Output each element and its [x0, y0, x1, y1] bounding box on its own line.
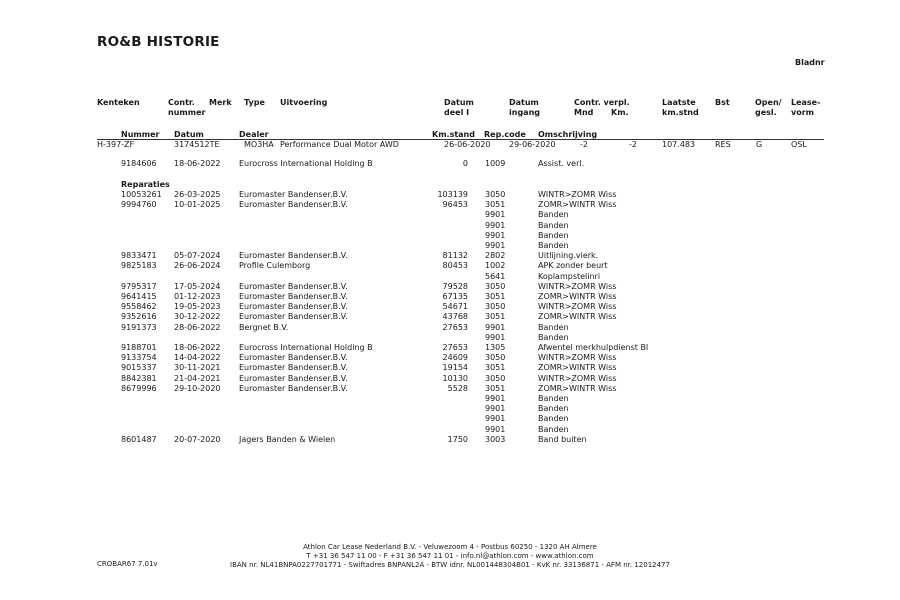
bladnr-label: Bladnr	[795, 58, 825, 67]
rep-oms: APK zonder beurt	[538, 261, 608, 271]
top-record-datum: 18-06-2022	[174, 159, 221, 168]
rep-datum: 29-10-2020	[174, 383, 221, 393]
rep-oms: Banden	[538, 394, 569, 403]
rep-nummer: 9133754	[121, 353, 157, 363]
subheader-repcode: Rep.code	[484, 130, 526, 139]
rep-datum: 05-07-2024	[174, 251, 221, 261]
rep-code: 3050	[485, 302, 506, 312]
rep-nummer: 9558462	[121, 302, 157, 312]
subheader-datum: Datum	[174, 130, 204, 139]
top-record-nummer: 9184606	[121, 159, 157, 168]
rep-oms: WINTR>ZOMR Wiss	[538, 190, 617, 199]
rep-datum: 28-06-2022	[174, 322, 221, 332]
rep-code: 9901	[485, 322, 506, 332]
rep-datum: 30-11-2021	[174, 363, 221, 373]
subheader-nummer: Nummer	[121, 130, 160, 139]
vehicle-laatste-km: 107.483	[662, 140, 696, 149]
rep-oms: WINTR>ZOMR Wiss	[538, 281, 617, 291]
footer-line-1: Athlon Car Lease Nederland B.V. - Veluwezoom 4 - Postbus 60250 - 1320 AH Almere	[303, 543, 597, 551]
rep-datum: 14-04-2022	[174, 353, 221, 363]
page-title: RO&B HISTORIE	[97, 34, 220, 50]
vehicle-mnd: -2	[580, 140, 588, 149]
rep-oms: Banden	[538, 220, 569, 230]
rep-km: 27653	[442, 322, 468, 332]
rep-nummer: 9191373	[121, 322, 157, 332]
rep-datum: 26-06-2024	[174, 261, 221, 271]
rep-km: 43768	[442, 312, 468, 322]
footer-line-2: T +31 36 547 11 00 - F +31 36 547 11 01 - info.nl@athlon.com - www.athlon.com	[306, 552, 594, 560]
rep-km: 80453	[442, 261, 468, 271]
header-lease-vorm: Lease- vorm	[791, 98, 821, 117]
rep-km: 1750	[447, 434, 468, 444]
rep-code: 9901	[485, 404, 506, 414]
vehicle-datum-ingang: 29-06-2020	[509, 140, 556, 149]
header-contr-verpl: Contr. verpl.	[574, 98, 630, 107]
rep-datum: 30-12-2022	[174, 312, 221, 322]
footer-line-3: IBAN nr. NL41BNPA0227701771 - Swiftadres BNPANL2A - BTW idnr. NL001448304B01 - KvK nr. 33136871 - AFM nr. 12012477	[230, 561, 670, 569]
rep-datum: 10-01-2025	[174, 200, 221, 210]
rep-km: 19154	[442, 363, 468, 373]
rep-dealer: Profile Culemborg	[239, 261, 311, 271]
top-record-oms: Assist. verl.	[538, 159, 585, 168]
rep-code: 3050	[485, 190, 506, 199]
rep-code: 3003	[485, 434, 506, 444]
rep-dealer: Euromaster Bandenser.B.V.	[239, 312, 348, 322]
rep-code: 2802	[485, 251, 506, 261]
rep-datum: 20-07-2020	[174, 434, 221, 444]
rep-km: 67135	[442, 292, 468, 301]
rep-dealer: Euromaster Bandenser.B.V.	[239, 363, 348, 373]
rep-nummer: 10053261	[121, 190, 162, 199]
top-record-km: 0	[462, 159, 468, 168]
rep-oms: WINTR>ZOMR Wiss	[538, 373, 617, 383]
header-mnd: Mnd	[574, 108, 594, 117]
vehicle-bst: RES	[715, 140, 731, 149]
rep-dealer: Euromaster Bandenser.B.V.	[239, 302, 348, 312]
rep-code: 5641	[485, 271, 506, 281]
vehicle-kenteken: H-397-ZF	[97, 140, 135, 149]
rep-dealer: Euromaster Bandenser.B.V.	[239, 353, 348, 363]
header-type: Type	[244, 98, 265, 107]
header-km: Km.	[611, 108, 629, 117]
header-contr-nummer: Contr. nummer	[168, 98, 206, 117]
rep-dealer: Euromaster Bandenser.B.V.	[239, 200, 348, 210]
rep-nummer: 9825183	[121, 261, 157, 271]
header-datum-deel: Datum deel I	[444, 98, 474, 117]
vehicle-uitvoering: Performance Dual Motor AWD	[280, 140, 399, 149]
rep-dealer: Euromaster Bandenser.B.V.	[239, 251, 348, 261]
rep-km: 96453	[442, 200, 468, 210]
rep-code: 3051	[485, 292, 506, 301]
rep-code: 9901	[485, 230, 506, 240]
rep-nummer: 9833471	[121, 251, 157, 261]
rep-oms: Uitlijning.vierk.	[538, 251, 599, 261]
rep-dealer: Euromaster Bandenser.B.V.	[239, 281, 348, 291]
rep-datum: 17-05-2024	[174, 281, 221, 291]
rep-km: 10130	[442, 373, 468, 383]
rep-km: 24609	[442, 353, 468, 363]
rep-datum: 19-05-2023	[174, 302, 221, 312]
rep-oms: ZOMR>WINTR Wiss	[538, 383, 617, 393]
header-bst: Bst	[715, 98, 730, 107]
vehicle-open-gesl: G	[756, 140, 763, 149]
rep-code: 3051	[485, 383, 506, 393]
rep-oms: Koplampstelinri	[538, 271, 601, 281]
rep-km: 79528	[442, 281, 468, 291]
rep-dealer: Eurocross International Holding B	[239, 343, 373, 352]
rep-oms: ZOMR>WINTR Wiss	[538, 312, 617, 322]
header-uitvoering: Uitvoering	[280, 98, 328, 107]
rep-oms: Banden	[538, 414, 569, 424]
header-open-gesl: Open/ gesl.	[755, 98, 782, 117]
rep-code: 9901	[485, 424, 506, 434]
rep-nummer: 9994760	[121, 200, 157, 210]
rep-dealer: Euromaster Bandenser.B.V.	[239, 373, 348, 383]
header-merk: Merk	[209, 98, 232, 107]
rep-code: 3050	[485, 353, 506, 363]
rep-oms: ZOMR>WINTR Wiss	[538, 292, 617, 301]
vehicle-type: MO3HA	[244, 140, 274, 149]
rep-nummer: 9015337	[121, 363, 157, 373]
rep-dealer: Euromaster Bandenser.B.V.	[239, 292, 348, 301]
rep-oms: Banden	[538, 230, 569, 240]
rep-code: 3050	[485, 281, 506, 291]
rep-oms: WINTR>ZOMR Wiss	[538, 302, 617, 312]
rep-oms: ZOMR>WINTR Wiss	[538, 200, 617, 210]
rep-oms: Banden	[538, 241, 569, 250]
rep-oms: Banden	[538, 424, 569, 434]
header-datum-ingang: Datum ingang	[509, 98, 540, 117]
rep-code: 1305	[485, 343, 506, 352]
header-laatste-kmstnd: Laatste km.stnd	[662, 98, 699, 117]
reparaties-heading: Reparaties	[121, 180, 170, 189]
rep-datum: 18-06-2022	[174, 343, 221, 352]
subheader-kmstand: Km.stand	[432, 130, 475, 139]
rep-km: 81132	[442, 251, 468, 261]
rep-code: 9901	[485, 210, 506, 220]
rep-code: 3050	[485, 373, 506, 383]
rep-nummer: 9641415	[121, 292, 157, 301]
rep-code: 9901	[485, 220, 506, 230]
rep-code: 1002	[485, 261, 506, 271]
rep-nummer: 9795317	[121, 281, 157, 291]
rep-oms: Banden	[538, 332, 569, 342]
rep-nummer: 8679996	[121, 383, 157, 393]
rep-nummer: 8601487	[121, 434, 157, 444]
rep-code: 3051	[485, 200, 506, 210]
rep-datum: 26-03-2025	[174, 190, 221, 199]
rep-nummer: 9188701	[121, 343, 157, 352]
rep-oms: Banden	[538, 210, 569, 220]
rep-km: 54671	[442, 302, 468, 312]
rep-dealer: Euromaster Bandenser.B.V.	[239, 190, 348, 199]
rep-oms: Banden	[538, 322, 569, 332]
rep-oms: Afwentel merkhulpdienst BI	[538, 343, 649, 352]
rep-km: 103139	[437, 190, 468, 199]
rep-code: 3051	[485, 312, 506, 322]
top-record-dealer: Eurocross International Holding B	[239, 159, 373, 168]
footer-code: CROBAR67 7.01v	[97, 560, 158, 568]
header-kenteken: Kenteken	[97, 98, 140, 107]
rep-datum: 01-12-2023	[174, 292, 221, 301]
subheader-omschrijving: Omschrijving	[538, 130, 598, 139]
rep-dealer: Jagers Banden & Wielen	[239, 434, 336, 444]
vehicle-km: -2	[629, 140, 637, 149]
rep-code: 3051	[485, 363, 506, 373]
rep-nummer: 9352616	[121, 312, 157, 322]
rep-nummer: 8842381	[121, 373, 157, 383]
rep-code: 9901	[485, 414, 506, 424]
rep-km: 5528	[447, 383, 468, 393]
vehicle-contract: 3174512TE	[174, 140, 220, 149]
vehicle-datum-deel: 26-06-2020	[444, 140, 491, 149]
subheader-dealer: Dealer	[239, 130, 269, 139]
rep-dealer: Euromaster Bandenser.B.V.	[239, 383, 348, 393]
rep-oms: ZOMR>WINTR Wiss	[538, 363, 617, 373]
rep-code: 9901	[485, 394, 506, 403]
rep-code: 9901	[485, 332, 506, 342]
rep-oms: Band buiten	[538, 434, 587, 444]
rep-code: 9901	[485, 241, 506, 250]
rep-oms: WINTR>ZOMR Wiss	[538, 353, 617, 363]
rep-datum: 21-04-2021	[174, 373, 221, 383]
vehicle-lease-vorm: OSL	[791, 140, 807, 149]
rep-dealer: Bergnet B.V.	[239, 322, 289, 332]
top-record-code: 1009	[485, 159, 506, 168]
rep-oms: Banden	[538, 404, 569, 414]
rep-km: 27653	[442, 343, 468, 352]
